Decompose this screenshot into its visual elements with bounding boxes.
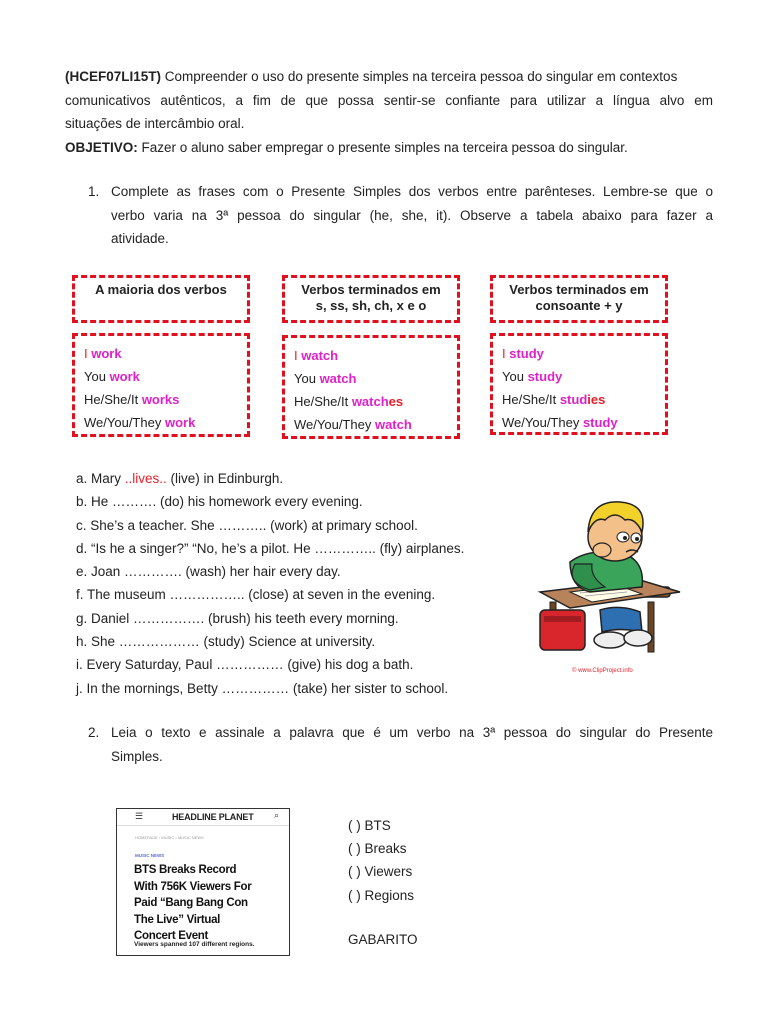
q2-line-2: Simples.	[111, 748, 163, 764]
news-site-name: HEADLINE PLANET	[172, 812, 254, 822]
exercise-c: c. She’s a teacher. She ……….. (work) at primary school.	[76, 517, 418, 533]
option-viewers[interactable]: ( ) Viewers	[348, 864, 413, 880]
verb-row: I work	[84, 346, 122, 361]
option-list	[348, 814, 414, 907]
news-headline: BTS Breaks Record With 756K Viewers For Paid “Bang Bang Con The Live” Virtual Concert Event	[134, 864, 252, 942]
exercise-b: b. He ………. (do) his homework every evening.	[76, 494, 363, 510]
q2-number: 2.	[88, 725, 100, 740]
news-category: MUSIC NEWS	[135, 853, 165, 858]
verb-row: He/She/It works	[84, 392, 180, 407]
skill-code: (HCEF07LI15T)	[65, 69, 162, 84]
table-header-col3: Verbos terminados em consoante + y	[490, 275, 668, 323]
objective-line: OBJETIVO: Fazer o aluno saber empregar o presente simples na terceira pessoa do singular.	[65, 139, 628, 155]
news-subtitle: Viewers spanned 107 different regions.	[134, 941, 255, 948]
news-topbar	[117, 809, 289, 826]
verb-row: I study	[502, 346, 544, 361]
verb-row: We/You/They watch	[294, 417, 412, 432]
intro-line-1: (HCEF07LI15T) Compreender o uso do presente simples na terceira pessoa do singular em contextos	[65, 69, 678, 84]
option-regions[interactable]: ( ) Regions	[348, 887, 415, 903]
news-breadcrumb: HOMEPAGE › MUSIC › MUSIC NEWS	[135, 835, 204, 840]
verb-row: You study	[502, 369, 563, 384]
exercise-list	[76, 467, 464, 700]
table-header-col2: Verbos terminados em s, ss, sh, ch, x e o	[282, 275, 460, 323]
search-icon: ⌕	[273, 810, 279, 820]
exercise-a: a. Mary ..lives.. (live) in Edinburgh.	[76, 471, 284, 486]
intro-line-3: situações de intercâmbio oral.	[65, 116, 245, 131]
verb-box-watch	[282, 335, 460, 439]
exercise-j: j. In the mornings, Betty …………… (take) her sister to school.	[76, 680, 449, 696]
verb-row: We/You/They study	[502, 415, 618, 430]
verb-row: You work	[84, 369, 140, 384]
news-card	[116, 808, 290, 956]
intro-paragraph	[65, 65, 713, 159]
exercise-d: d. “Is he a singer?” “No, he’s a pilot. He ………….. (fly) airplanes.	[76, 540, 465, 556]
q1-text	[111, 180, 713, 251]
verb-box-study	[490, 333, 668, 435]
menu-icon: ☰	[135, 811, 144, 821]
q1-line-1: Complete as frases com o Presente Simples dos verbos entre parênteses. Lembre-se que o	[111, 184, 713, 199]
verb-row: He/She/It watches	[294, 394, 404, 409]
verb-row: He/She/It studies	[502, 392, 606, 407]
verb-box-work	[72, 333, 250, 437]
q1-line-2: verbo varia na 3ª pessoa do singular (he, she, it). Observe a tabela abaixo para fazer a	[111, 207, 713, 223]
verb-row: I watch	[294, 348, 339, 363]
objective-label: OBJETIVO:	[65, 139, 138, 155]
exercise-e: e. Joan …………. (wash) her hair every day.	[76, 564, 341, 580]
q1-line-3: atividade.	[111, 231, 169, 246]
exercise-h: h. She ……………… (study) Science at university.	[76, 634, 376, 650]
verb-row: You watch	[294, 371, 357, 386]
option-breaks[interactable]: ( ) Breaks	[348, 841, 407, 857]
exercise-a-answer: ..lives..	[124, 471, 167, 486]
clipart-credit: © www.ClipProject.info	[572, 668, 633, 674]
exercise-g: g. Daniel ……………. (brush) his teeth every morning.	[76, 610, 399, 626]
exercise-i: i. Every Saturday, Paul …………… (give) his dog a bath.	[76, 657, 414, 673]
student-desk-illustration	[530, 492, 700, 677]
option-bts[interactable]: ( ) BTS	[348, 818, 391, 833]
table-header-col1: A maioria dos verbos	[72, 275, 250, 323]
intro-line-2: comunicativos autênticos, a fim de que possa sentir-se confiante para utilizar a língua alvo em	[65, 92, 713, 108]
gabarito-label: GABARITO	[348, 932, 418, 947]
q2-text	[111, 721, 713, 768]
verb-row: We/You/They work	[84, 415, 196, 430]
exercise-f: f. The museum …………….. (close) at seven in the evening.	[76, 587, 436, 603]
q2-line-1: Leia o texto e assinale a palavra que é um verbo na 3ª pessoa do singular do Presente	[111, 725, 713, 740]
q1-number: 1.	[88, 184, 100, 199]
